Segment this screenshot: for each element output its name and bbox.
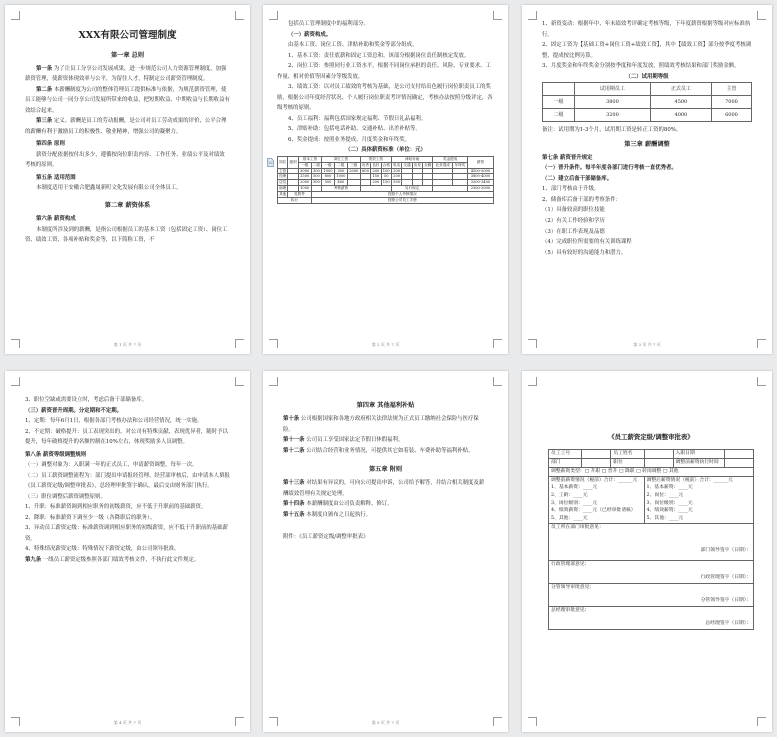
table-header-row: 试用期员工 正式员工 主管: [543, 83, 752, 96]
chapter-heading: 第三章 薪酬调整: [624, 140, 670, 148]
page-number: 第 1 页 共 7 页: [113, 342, 142, 347]
table-subheader: 业务提成: [433, 162, 453, 168]
table-subheader: 出差: [413, 162, 421, 167]
form-row: 总经理审批意见： 总经理签字（日期）：: [549, 606, 754, 629]
list-item: （4）完成职位所需要的有关训练课程: [542, 239, 632, 246]
form-row: 员工工号 员工姓名 入职日期: [549, 450, 754, 459]
list-item: （一）调整对象为：入职满一年的正式员工，申请薪资调整，每年一次。: [25, 462, 198, 469]
document-page-6: [522, 371, 772, 732]
table-subheader: 良好: [372, 162, 380, 167]
section-heading: （二）建立后备干部储备库。: [542, 175, 613, 182]
table-row: 主管 3000 300 1000 500 2000 800 200 100 200 4500-5000: [278, 168, 494, 174]
attachment-note: 附件：《员工薪资定级/调整审批表》: [283, 534, 369, 541]
document-title: XXX有限公司管理制度: [78, 30, 177, 41]
table-row: 一级 3800 4500 7000: [543, 96, 752, 109]
page-number: 第 4 页 共 7 页: [113, 720, 142, 725]
article-paragraph: 薪资分配依据按付出多少、遵循按岗位职责内容、工作任务、业绩公平及对绩效考核的原则。: [25, 151, 225, 169]
table-subheader: 合格: [382, 162, 390, 167]
chapter-heading: 第四章 其他福利补贴: [356, 402, 415, 409]
article-paragraph: 第十五条 本制度自颁布之日起执行。: [283, 511, 371, 518]
article-heading: 第六条 薪资构成: [36, 216, 76, 223]
list-item: 3、绩效工资：以对员工绩效的考核为基础，是公司支付给出色履行岗位职责员工的奖励，根据公司年度经营状况、个人履行岗位职责考评情况确定，考核办法按照分级评定，各级考核的原则。: [277, 84, 493, 112]
document-page-2: [263, 5, 508, 354]
table-row: 经理 2500 500 800 1000 150 50 200 3800-4000: [278, 174, 494, 180]
article-paragraph: 本制度所涉及到的薪酬，是指公司根据员工的基本工资（包括固定工资）、岗位工资、绩效工资、各项补贴和奖金等，以下简称工资，不: [25, 226, 228, 244]
article-paragraph: 第一条 为了让员工分享公司发展成果，进一步规范公司人力资源管理制度，加强薪资管理，使薪资体现效率与公平，为留住人才，特制定公司薪资管理制度。: [25, 65, 227, 83]
form-row: 分管领导审批意见： 分管领导签字（日期）：: [549, 583, 754, 606]
list-item: 2、岗位工资：参照同行业工资水平，根据不同岗位承担的责任、风险、专业要求、工作量、相对价值等因素分等级发放。: [277, 63, 491, 80]
list-item: （2）有关工作经验和学历: [542, 218, 605, 224]
table-header: 薪资: [467, 156, 493, 168]
chapter-heading: 第一章 总则: [110, 51, 145, 59]
form-row: 调整薪资类型：□ 升职 □ 晋升 □ 降职 □ 转岗调整 □ 其他: [549, 467, 754, 476]
table-header: 津贴补助: [391, 156, 433, 162]
list-item: 2、储备库后备干部的考察条件：: [542, 196, 621, 203]
list-item: 1、定期：每年6月1日，根据各部门考核办法和公司经营情况，统一实施。: [25, 418, 203, 425]
probation-table: [542, 82, 752, 122]
section-heading: （二）具体薪资标准（单位：元）: [345, 147, 426, 154]
list-item: 6、奖金提成：按照业务提成，月度奖金和年终奖。: [288, 136, 411, 143]
form-row: 行政管理部意见： 行政管理签字（日期）：: [549, 560, 754, 583]
form-row: 调整前薪资情况（税前）合计：______元 1、基本薪资：____元 2、工龄：____元 3、岗位级别：____元 4、绩效薪资：____元（已经审批请核） 5、其他：____元 调整后薪资情况（税前）合计：______元 1、基本薪资：____元 2、岗位：____元 3、岗位级别：____元 4、绩效薪资：____元 5、其他：____元: [549, 476, 754, 523]
table-subheader: 一级: [298, 162, 311, 168]
table-subheader: 优秀: [361, 162, 370, 167]
section-heading: （一）晋升条件。每半年度各部门进行考核一直优秀者。: [542, 165, 677, 172]
list-item: 5、津贴补助：包括电话补助、交通补贴、出差补贴等。: [288, 126, 421, 133]
approval-form: [548, 449, 754, 629]
table-header: 奖金提成: [433, 156, 467, 162]
section-heading: （三）薪资晋升周期。分定期和不定期。: [25, 407, 123, 414]
table-header: 岗位工资: [322, 156, 361, 162]
form-title: 《员工薪资定级/调整审批表》: [608, 433, 694, 441]
list-item: 3、月度奖金和年终奖金分别按季度和年度发放，照绩效考核结果和部门奖励金额。: [542, 63, 740, 70]
article-paragraph: 第二条 本薪酬制度为公司的整体管理员工提供标准与依据，为规范薪资管理，使员工能够与公司一同分享公司发展所带来的收益，把短期收益、中期收益与长期收益有效结合起来。: [25, 86, 230, 114]
page-number: 第 5 页 共 7 页: [371, 720, 400, 725]
article-heading: 第七条 薪资晋升规定: [542, 154, 593, 161]
document-page-4: [5, 371, 250, 732]
table-header: 基本工资: [298, 156, 321, 162]
form-row: 部门 职位 调整前薪资执行时间: [549, 459, 754, 468]
list-item: 1、升职：标准薪资调到相应职务的初级薪资，应不低于升职前的基础薪资。: [25, 504, 207, 511]
article-paragraph: 第十三条 对结果有异议的，可向公司提出申诉，公司给予解答，并结合相关制度及薪酬绩效管理有关规定处理。: [283, 480, 485, 497]
article-paragraph: 第三条 定义。薪酬是员工的劳动报酬，是公司对员工劳动成果的评价，公平合理的薪酬有利于激励员工的积极性、敬业精神，增强公司的凝聚力。: [25, 118, 227, 135]
table-subheader: 二级: [312, 162, 320, 167]
salary-table: [277, 156, 494, 204]
document-icon: [267, 158, 274, 167]
section-heading: （一）薪资构成。: [288, 31, 332, 38]
table-subheader: 全勤: [424, 162, 432, 167]
form-row: 员工所在部门审批意见： 部门领导签字（日期）：: [549, 523, 754, 560]
table-subheader: 交通: [403, 162, 411, 167]
table-row: 其他 见附件 按照个人考核情况: [278, 191, 494, 197]
list-item: （二）员工薪资调整流程为：部门提出申请报经管理、经营部审核后，由申请本人填报《员工薪资定级/调整审批表》，总经理审批签字确认，最后交由财务部门执行。: [25, 472, 230, 490]
paragraph: 由基本工资、岗位工资、津贴补助和奖金等部分组成。: [288, 42, 418, 49]
article-paragraph: 第十四条 本薪酬制度由公司负责解释、修订。: [283, 501, 393, 508]
list-item: （5）具有较好的沟通能力和潜力。: [542, 249, 627, 256]
list-item: 4、员工福利：福利包括国家规定福利、节假日礼品福利。: [288, 115, 427, 122]
table-subheader: 电话: [393, 162, 401, 167]
page-number: 第 3 页 共 7 页: [633, 342, 661, 347]
document-page-5: [263, 371, 508, 732]
chapter-heading: 第二章 薪资体系: [104, 201, 151, 209]
list-item: 4、特殊情况薪资定级：特殊情况下薪资定级，由公司领导批准。: [25, 546, 180, 553]
table-row: 执行 按照公司员工手册: [278, 197, 494, 203]
document-page-3: [522, 5, 772, 354]
article-heading: 第八条 薪资等级调整规则: [25, 451, 87, 458]
table-subheader: 三级: [347, 162, 360, 168]
list-item: （1）具备较高的职位技能: [542, 207, 605, 214]
list-item: 3、异动员工薪资定级：标准薪资调到相应职务的初级薪资，应不低于升职前的基础薪资。: [25, 525, 228, 542]
article-heading: 第四条 原则: [36, 141, 65, 148]
article-paragraph: 第十一条 公司员工享受国家法定节假日休假福利。: [283, 437, 404, 444]
table-header: 绩效工资: [360, 156, 391, 162]
table-subheader: 一级: [322, 162, 335, 168]
table-header: 岗位: [278, 156, 288, 168]
list-item: 1、基本工资：责任底薪和固定工资总和，该部分根据岗位责任制核定发放。: [288, 52, 470, 59]
article-paragraph: 第十条 公司根据国家和各地方政府相关法律法规为正式员工缴纳社会保险与医疗保险。: [283, 416, 479, 433]
note: 备注：试用期为1-3个月，试用期工资是转正工资的80%。: [542, 127, 682, 134]
article-paragraph: 第十二条 公司结合经营和业务情况，可提供其它如着装、车费补助等福利补贴。: [283, 447, 474, 454]
list-item: 1、新资变动：根据年中、年末绩效考评确定考核等级，下年度薪资根据等级对应标准执行。: [542, 21, 751, 38]
table-row: 助理 1000 考核薪资 另行规定 2300-3000: [278, 186, 494, 192]
page-number: 第 2 页 共 7 页: [371, 342, 400, 347]
article-paragraph: 本制度适用于安徽合肥鑫晟新町文化发展有限公司全体员工。: [36, 185, 182, 192]
list-item: 2、不定期：破格提升：员工表现突出的，对公司有特殊贡献、表现优异者，随时予以提升，每年破格提升的名额控制在10%左右，体现奖励多人员调整。: [25, 428, 228, 446]
list-item: （3）在职工作表现及品德: [542, 228, 605, 235]
list-item: 2、降职：标准薪资下调至少一级（各降职后的职务）。: [25, 514, 156, 521]
list-item: （三）职位调整后薪资调整原则。: [25, 493, 106, 500]
section-heading: （二）试用期等级: [625, 73, 669, 80]
list-item: 1、部门考核由于升级。: [542, 186, 600, 193]
document-page-1: [5, 5, 250, 354]
table-row: 店员 2000 300 500 400 200 150 300 3200-3400: [278, 180, 494, 186]
table-row: 二级 3200 4000 6000: [543, 109, 752, 122]
paragraph: 包括员工管理制度中的福利部分。: [288, 21, 369, 27]
list-item: 2、固定工资为【基础工资+岗位工资+绩效工资】，其中【绩效工资】部分按季度考核调整，提成按比例另算。: [542, 42, 752, 59]
list-item: 3、职位空缺或需要设立时，考虑后备干部储备库。: [25, 397, 148, 403]
table-header: 级别: [288, 156, 298, 168]
table-subheader: 二级: [334, 162, 347, 168]
chapter-heading: 第五章 附则: [368, 466, 403, 474]
table-subheader: 年终奖: [452, 162, 467, 168]
article-paragraph: 第九条 一线员工薪资定级参照各部门绩效考核文件，不执行此文件规定。: [25, 556, 200, 563]
article-heading: 第五条 适用范围: [36, 174, 76, 181]
